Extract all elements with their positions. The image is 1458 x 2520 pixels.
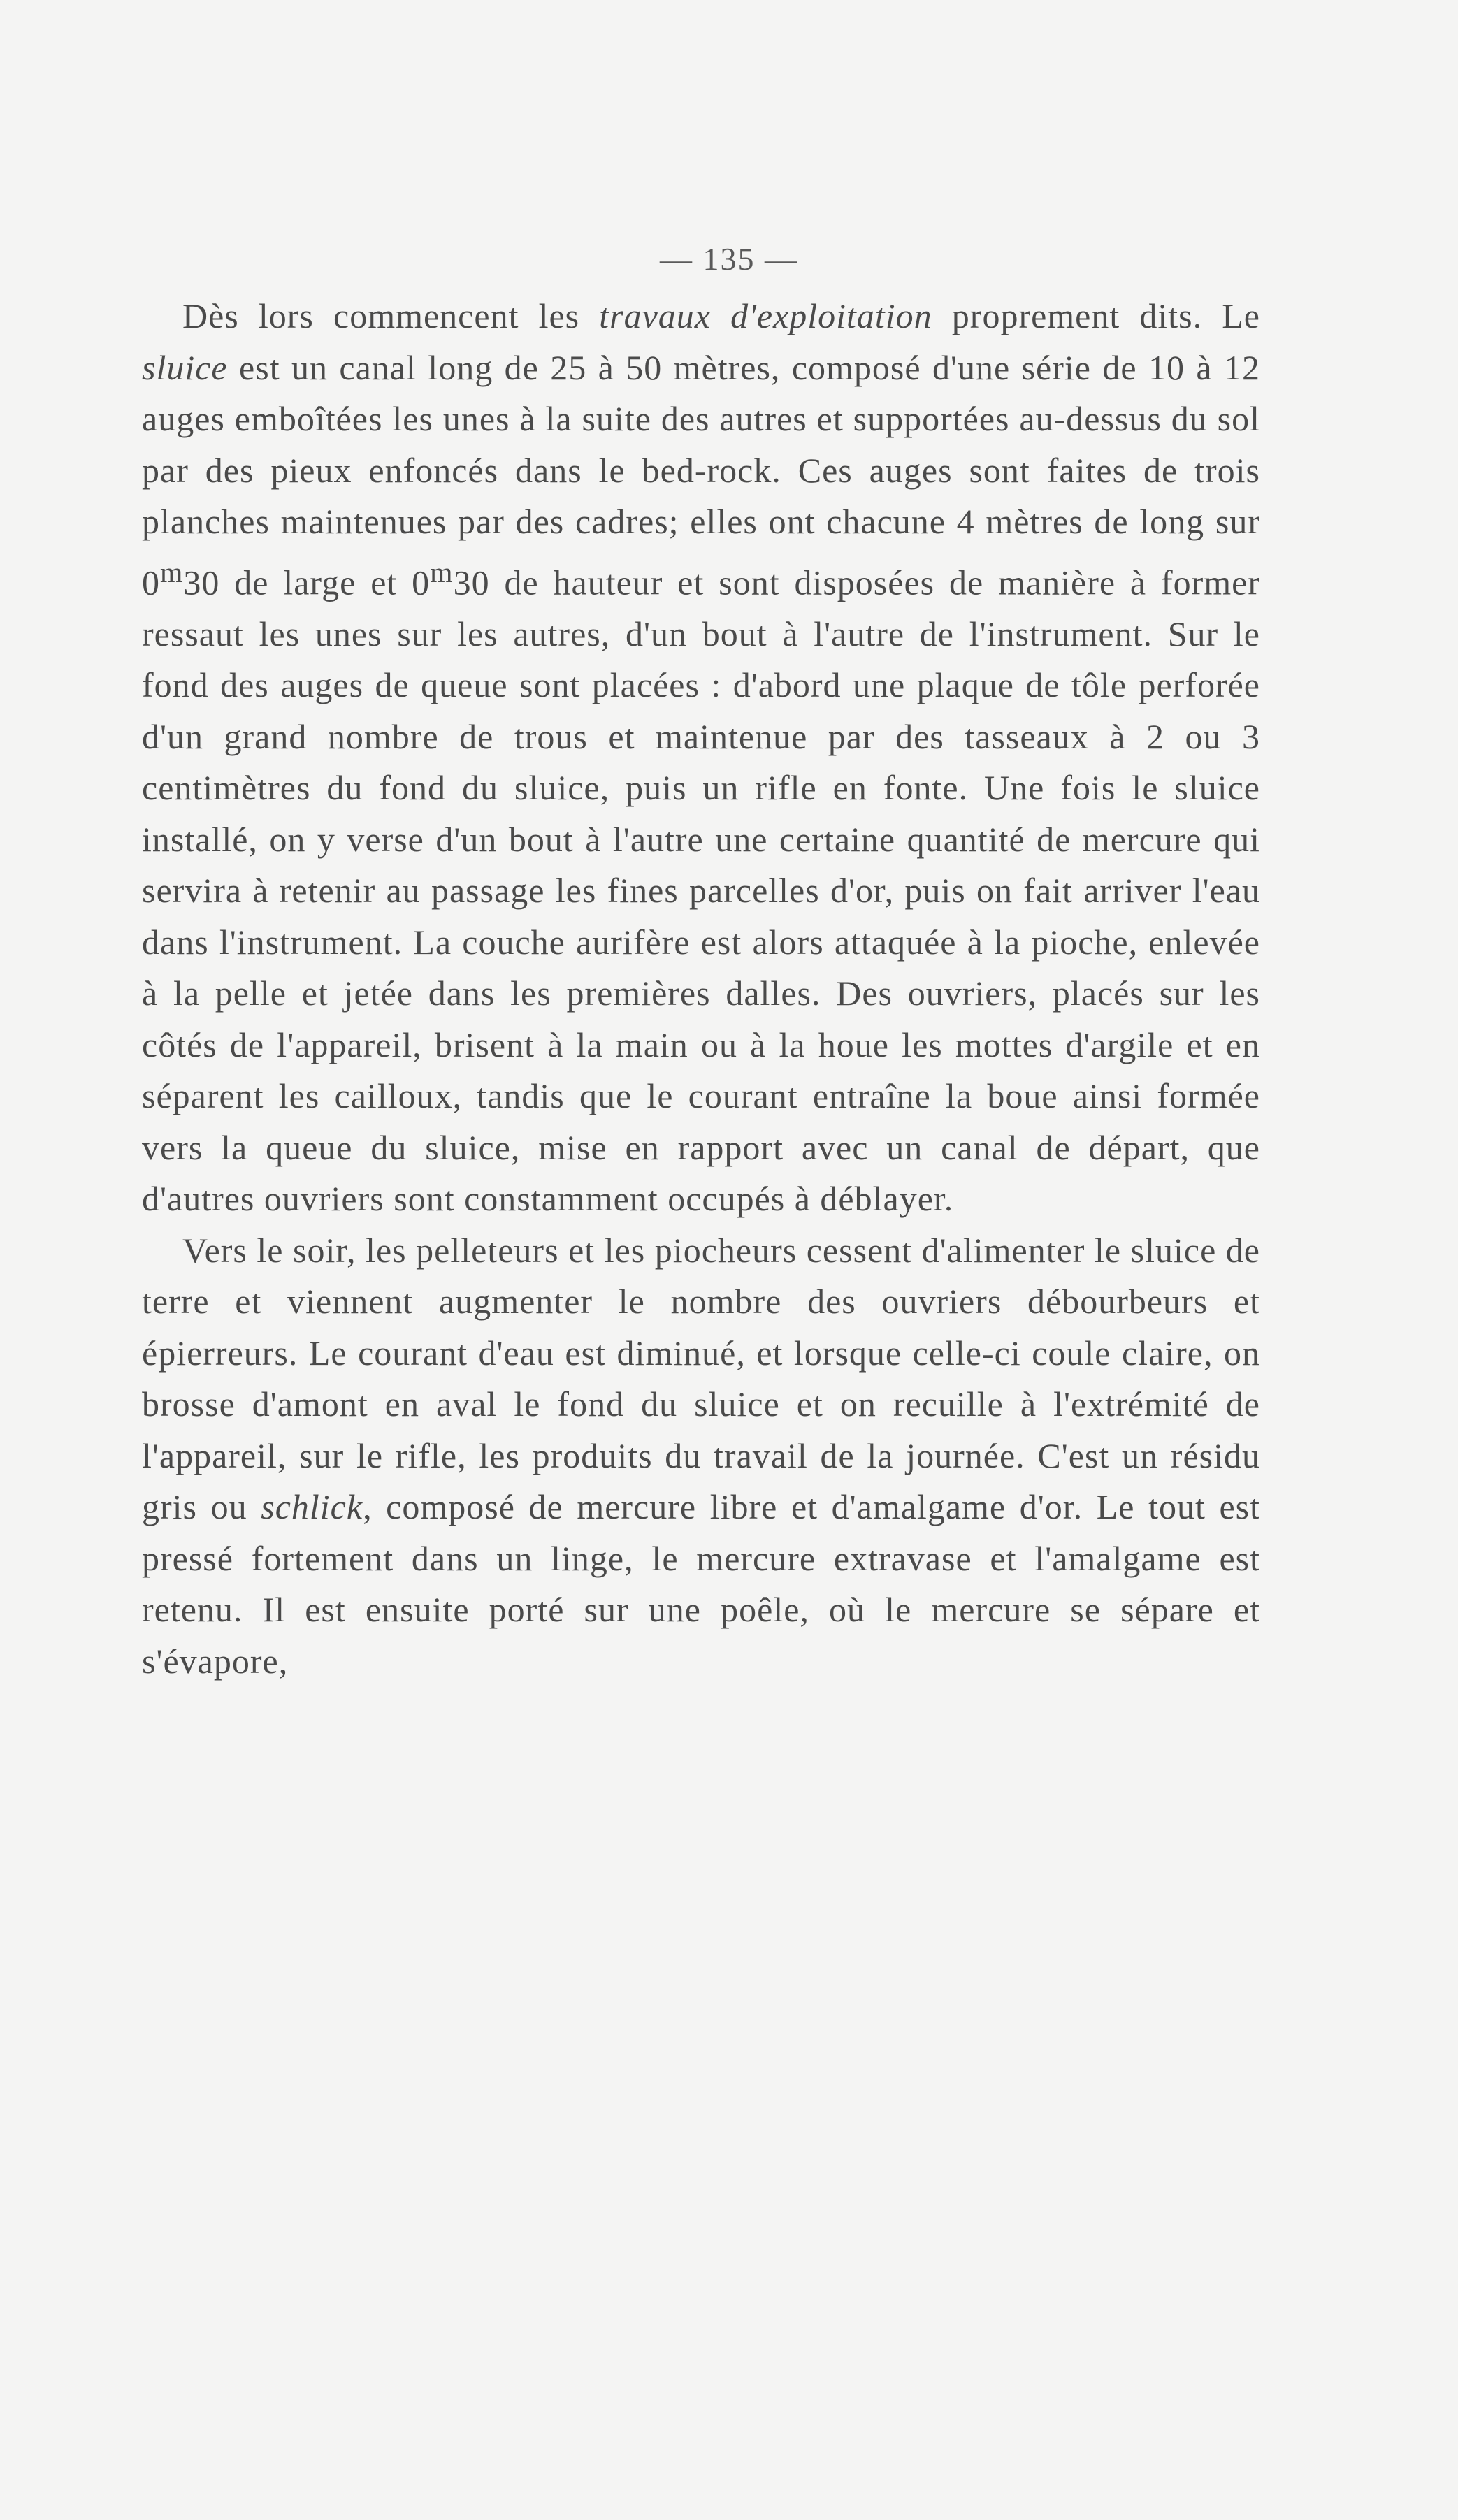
page-number: — 135 — bbox=[660, 241, 798, 277]
unit-superscript: m bbox=[430, 556, 454, 589]
text-segment: 30 de large et 0 bbox=[183, 563, 431, 602]
text-segment: 30 de hauteur et sont disposées de manière à former ressaut les unes sur les autres, d'un bout à l'autre de l'instrument. Sur le fond des auges de queue sont placées : d'abord une plaque de tôle perforée d'un grand nombre de trous et maintenue par des tasseaux à 2 ou 3 centimètres du fond du sluice, puis un rifle en fonte. Une fois le sluice installé, on y verse d'un bout à l'autre une certaine quantité de mercure qui servira à retenir au passage les fines parcelles d'or, puis on fait arriver l'eau dans l'instrument. La couche aurifère est alors attaquée à la pioche, enlevée à la pelle et jetée dans les premières dalles. Des ouvriers, placés sur les côtés de l'appareil, brisent à la main ou à la houe les mottes d'argile et en séparent les cailloux, tandis que le courant entraîne la boue ainsi formée vers la queue du sluice, mise en rapport avec un canal de départ, que d'autres ouvriers sont constamment occupés à déblayer. bbox=[142, 563, 1260, 1219]
text-segment: Dès lors commencent les bbox=[182, 296, 600, 335]
text-segment: Vers le soir, les pelleteurs et les piocheurs cessent d'alimenter le sluice de terre et viennent augmenter le nombre des ouvriers débourbeurs et épierreurs. Le courant d'eau est diminué, et lorsque celle-ci coule claire, on brosse d'amont en aval le fond du sluice et on recuille à l'extrémité de l'appareil, sur le rifle, les produits du travail de la journée. C'est un résidu gris ou bbox=[142, 1230, 1260, 1527]
paragraph-1 bbox=[142, 291, 1260, 1225]
text-segment: proprement dits. Le bbox=[932, 296, 1260, 335]
text-segment: est un canal long de 25 à 50 mètres, composé d'une série de 10 à 12 auges emboîtées les unes à la suite des autres et supportées au-dessus du sol par des pieux enfoncés dans le bed-rock. Ces auges sont faites de trois planches maintenues par des cadres; elles ont chacune 4 mètres de long sur 0 bbox=[142, 347, 1260, 602]
emphasis-travaux: travaux d'exploitation bbox=[599, 296, 932, 335]
emphasis-sluice: sluice bbox=[142, 347, 228, 387]
paragraph-2 bbox=[142, 1225, 1260, 1688]
emphasis-schlick: schlick bbox=[261, 1487, 363, 1527]
unit-superscript: m bbox=[160, 556, 184, 589]
text-segment: , composé de mercure libre et d'amalgame d'or. Le tout est pressé fortement dans un linge, le mercure extravase et l'amalgame est retenu. Il est ensuite porté sur une poêle, où le mercure se sépare et s'évapore, bbox=[142, 1487, 1261, 1681]
text-block bbox=[142, 291, 1260, 1687]
